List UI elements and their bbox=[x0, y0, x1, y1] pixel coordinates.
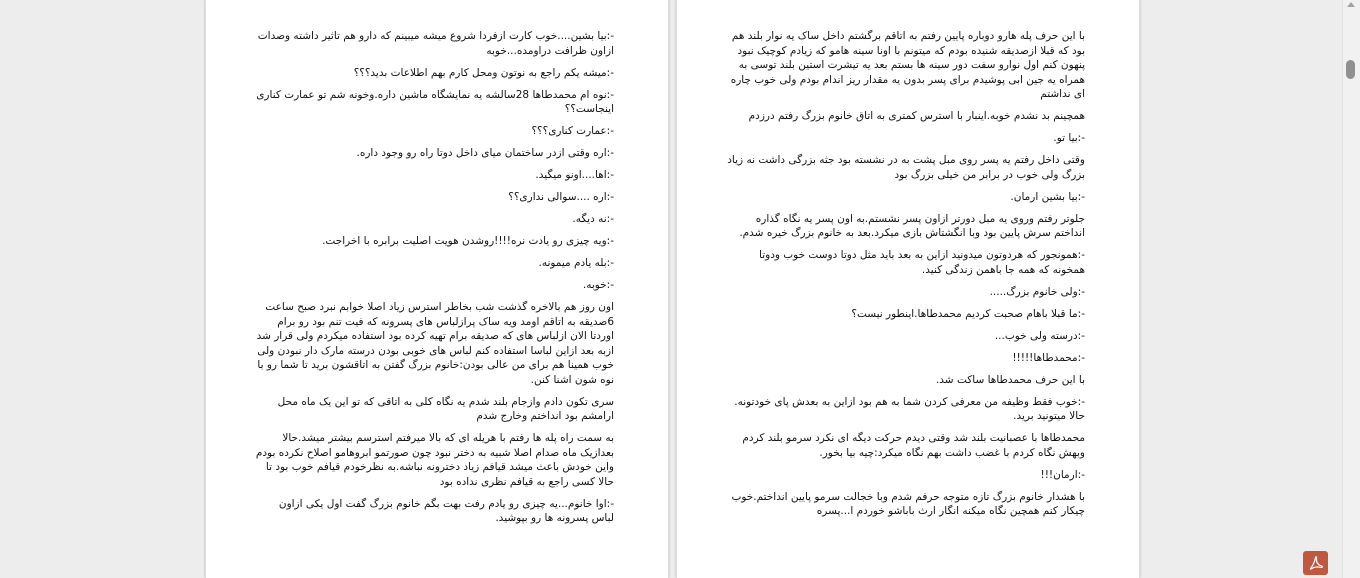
paragraph: -:بیا بشین ارمان. bbox=[1010, 190, 1085, 203]
paragraph: -:ولی خانوم بزرگ..... bbox=[989, 285, 1085, 298]
paragraph: وقتی داخل رفتم یه پسر روی مبل پشت به در نشسته بود جثه بزرگی داشت نه زیاد بزرگ ولی خوب در برابر من خیلی بزرگ بود bbox=[727, 154, 1085, 181]
paragraph: -:اوا خانوم...یه چیزی رو یادم رفت بهت بگم خانوم بزرگ گفت اول یکی ازاون لباس پسرونه ها رو بپوشید. bbox=[278, 497, 614, 524]
paragraph: به سمت راه پله ها رفتم با هریله ای که بالا میرفتم استرسم بیشتر میشد.حالا بعدازیک ماه صدام اصلا شبیه به دختر نبود چون صورتمو ابروهامو اصلاح نکرده بودم واین خودش باعث میشد قیافم زیاد دخترونه نباشه.به نظرخودم قیافم خوب بود تا حالا کسی راجع به قیافم نظری نداده بود bbox=[255, 432, 614, 488]
paragraph: -:نه دیگه. bbox=[572, 213, 614, 225]
vertical-scrollbar[interactable] bbox=[1342, 0, 1360, 578]
paragraph: اون روز هم بالاخره گذشت شب بخاطر استرس زیاد اصلا خوابم نبرد صبح ساعت 6صدیقه به اتاقم اومد ویه ساک پرازلباس های پسرونه که فیت تنم بود رو برام اوردتا الان ازلباس های که صدیقه برام تهیه کرده بود استفاده میکردم ولی قرار شد ازبه بعد ازاین لباسا استفاده کنم لباس های خوبی بودن درسته مارک دار نبودن ولی خوب همینا هم برای من عالی بودن:خانوم بزرگ گفتن به اتاقشون برید تا شما رو با نوه شون اشنا کنن. bbox=[256, 301, 614, 386]
paragraph: -:بله یادم میمونه. bbox=[538, 257, 614, 269]
paragraph: -:محمدطاها!!!!! bbox=[1012, 351, 1085, 364]
paragraph: -:خوبه. bbox=[582, 279, 614, 291]
page-current bbox=[676, 0, 1140, 578]
paragraph: -:میشه یکم راجع به نوتون ومحل کارم بهم اطلاعات بدید؟؟؟ bbox=[353, 66, 614, 79]
paragraph: همچینم بد نشدم خوبه.اینبار با استرس کمتری به اتاق خانوم بزرگ رفتم درزدم bbox=[748, 110, 1085, 122]
paragraph: -:اره ....سوالی نداری؟؟ bbox=[508, 191, 614, 203]
paragraph: -:ارمان!!! bbox=[1040, 468, 1085, 481]
pdf-acrobat-icon bbox=[1308, 555, 1324, 571]
paragraph: -:نوه ام محمدطاها 28سالشه یه نمایشگاه ماشین داره.وخونه شم تو عمارت کناری اینجاست؟؟ bbox=[256, 88, 614, 115]
scrollbar-thumb[interactable] bbox=[1346, 60, 1355, 79]
paragraph: -:خوب فقط وظیفه من معرفی کردن شما به هم بود ازاین به بعدش پای خودتونه. حالا میتونید برید. bbox=[734, 395, 1085, 422]
scroll-up-arrow-icon[interactable] bbox=[1347, 2, 1355, 7]
pdf-icon[interactable] bbox=[1303, 551, 1328, 575]
page-text-column bbox=[254, 29, 614, 533]
paragraph: -:بیا بشین....خوب کارت ازفردا شروع میشه میبینم که دارو هم تاثیر داشته وصدات ازاون ظرافت دراومده...خوبه bbox=[257, 30, 614, 57]
paragraph: با این حرف پله هارو دوباره پایین رفتم به اتاقم برگشتم داخل ساک یه نوار بلند هم بود که قبلا ازصدیقه شنیده بودم که میتونم با اونا سینه هامو که زیادم کوچیک نبود پنهون کنم اول نوارو سفت دور سینه ها بستم بعد یه تیشرت استین بلند توسی به همراه یه جین ابی پوشیدم برای پسر بدون یه مقدار ریز اندام بودم ولی خوب چاره ای نداشتم bbox=[730, 30, 1085, 100]
paragraph: -:درسته ولی خوب... bbox=[994, 329, 1085, 342]
paragraph: -:بیا تو. bbox=[1053, 132, 1085, 144]
paragraph: -:عمارت کناری؟؟؟ bbox=[531, 125, 614, 137]
paragraph: -:اها....اونو میگید. bbox=[535, 169, 614, 181]
paragraph: -:ویه چیزی رو یادت نره!!!!روشدن هویت اصلیت برابره با اخراجت. bbox=[322, 235, 614, 247]
paragraph: -:ما قبلا باهام صحبت کردیم محمدطاها.اینطور نیست؟ bbox=[851, 307, 1085, 320]
paragraph: محمدطاها با عصبانیت بلند شد وقتی دیدم حرکت دیگه ای نکرد سرمو بلند کردم وبهش نگاه کردم با غضب داشت بهم نگاه میکرد:چیه بیا بخور. bbox=[742, 432, 1085, 459]
page-previous bbox=[205, 0, 669, 578]
paragraph: با هشدار خانوم بزرگ تازه متوجه حرفم شدم وبا خجالت سرمو پایین انداختم.خوب چیکار کنم همچین نگاه میکنه انگار ارث باباشو خوردم ا...پسره bbox=[731, 490, 1085, 517]
paragraph: -:اره وقتی ازدر ساختمان میای داخل دوتا راه رو وجود داره. bbox=[356, 147, 614, 159]
paragraph: -:همونجور که هردوتون میدونید ازاین به بعد باید مثل دوتا دوست خوب ودوتا همخونه که همه جا باهمن زندگی کنید. bbox=[759, 249, 1085, 276]
paragraph: با این حرف محمدطاها ساکت شد. bbox=[935, 373, 1085, 386]
paragraph: جلوتر رفتم وروی یه مبل دورتر ازاون پسر نشستم.به اون پسر یه نگاه گذاره انداختم سرش پایین بود وبا انگشتاش بازی میکرد.بعد به خانوم بزرگ خیره شدم. bbox=[739, 212, 1085, 239]
page-text-column bbox=[727, 29, 1085, 526]
paragraph: سری تکون دادم وازجام بلند شدم یه نگاه کلی به اتاقی که تو این یک ماه محل ارامشم بود انداختم وخارج شدم bbox=[277, 395, 614, 422]
